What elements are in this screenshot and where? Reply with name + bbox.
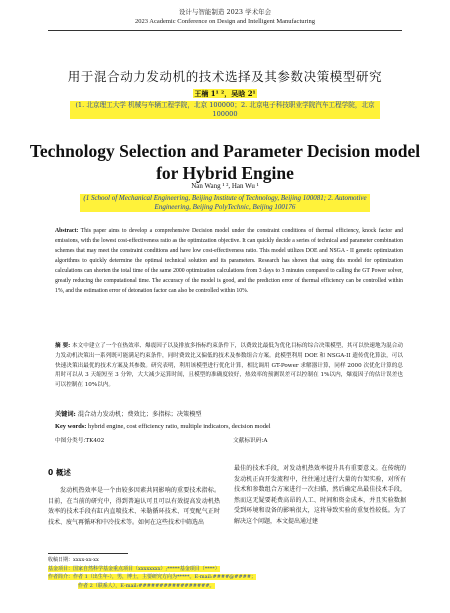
en-keywords-text: hybrid engine, cost efficiency ratio, multiple indicators, decision model (88, 423, 271, 430)
classification-row (55, 435, 403, 444)
en-title-line1: Technology Selection and Parameter Decision model (29, 141, 421, 161)
running-header (0, 8, 450, 26)
footnote-fund: 基金项目：国家自然科学基金重点项目（xxxxxxxx）;*****基金项目（****） (48, 565, 220, 572)
cn-keywords-label: 关键词: (55, 411, 76, 418)
cn-abstract-text: 本文中建立了一个在热效率、爆震因子以及排放多指标约束条件下，以费效比最低为优化目标的综合决策模型，其可以快速地为混合动力发动机决策出一系列既可能满足约束条件，同时费效比又偏低的技术及参数组合方案。此模型利用 DOE 和 NSGA-II 遗传优化算法，可以快速决策出最优的技术方案及其参数。研究表明，利用该模型进行优化计算，相比调用 GT-Power 求解器计算，同样 2000 次优化计算的总用时可以从 3 天缩短至 3 分钟，大大减少运算时间，且模型的准确度较好，热效率的预测误差可以控制在 1%以内，爆震因子的估计误差也可以控制在 10%以内。 (55, 343, 403, 389)
footnotes (48, 556, 408, 590)
running-header-en: 2023 Academic Conference on Design and Intelligent Manufacturing (135, 18, 315, 25)
footnote-author2: 作者 2（联系人），E-mail:#################。 (78, 582, 215, 589)
doc-code-label: 文献标识码: (233, 438, 264, 444)
body-right-column: 最佳的技术手段，对发动机热效率提升具有重要意义。在传统的发动机正向开发流程中，往往通过进行大量的台架实验，对所有技术和参数组合方案进行一次扫描，然后确定出最佳技术手段，然而这无疑要耗费高昂的人工、时间和资金成本，并且实验数据受到环境和设备的影响很大，这将导致实验的重复性较低。为了解决这个问题，本文提出通过建 (234, 465, 406, 525)
en-title (0, 140, 450, 184)
clc-value: TK402 (85, 438, 105, 444)
doc-code-value: A (263, 438, 268, 444)
cn-abstract (55, 342, 403, 391)
en-abstract-text: This paper aims to develop a comprehensive Decision model under the constraint conditions of thermal efficiency, knock factor and emissions, with the lowest cost-effectiveness ratio as the optimization objective. It can quickly decide a series of technical and parameter combination schemes that may meet the constraint conditions and have low cost-effectiveness ratio. This model utilizes DOE and NSGA - II genetic optimization algorithms to quickly determine the optimal technical solution and its parameters. Research has shown that using this model for optimization calculations can shorten the total time of the same 2000 optimization calculations from 3 days to 3 minutes compared to calling the GT Power solver, greatly reducing the computational time. The accuracy of the model is good, and the prediction error of thermal efficiency can be controlled within 1%, and the estimation error of detonation factor can also be controlled within 10%. (55, 228, 403, 294)
header-divider (48, 30, 402, 31)
clc-label: 中图分类号: (55, 438, 86, 444)
doc-code (233, 435, 267, 444)
section-heading: 0 概述 (48, 468, 71, 477)
en-keywords (55, 423, 403, 430)
en-keywords-label: Key words: (55, 423, 87, 430)
cn-title: 用于混合动力发动机的技术选择及其参数决策模型研究 (67, 69, 383, 84)
cn-affiliation: (1. 北京理工大学 机械与车辆工程学院，北京 100000；2. 北京电子科技职业学院汽车工程学院，北京 100000 (70, 101, 380, 119)
cn-abstract-label: 摘 要: (55, 343, 71, 349)
body-left-column: 发动机热效率是一个由较多因素共同影响的重要技术指标。目前，在当前的研究中，得到普遍认可且可以有效提高发动机热效率的技术手段有缸内直喷技术、米勒循环技术、可变配气正时技术、废气再循环和中冷技术等。如何在这些技术中筛选出 (48, 487, 220, 526)
cn-authors (0, 89, 450, 99)
footnote-divider (48, 553, 128, 554)
footnote-author1: 作者简介：作者 1（出生年-），男，博士，主要研究方向为*****。E-mail:####@####； (48, 574, 257, 581)
footnote-received: 收稿日期：xxxx-xx-xx (48, 557, 99, 563)
cn-authors-text: 王楠 1¹ ²，吴晗 2¹ (194, 89, 256, 98)
en-abstract (55, 226, 403, 296)
cn-keywords (55, 409, 403, 418)
en-authors: Nan Wang ¹ ², Han Wu ¹ (191, 182, 259, 190)
en-title-line2: for Hybrid Engine (156, 163, 294, 183)
cn-keywords-text: 混合动力发动机；费效比；多指标；决策模型 (77, 411, 202, 418)
running-header-cn: 设计与智能制造 2023 学术年会 (178, 8, 272, 16)
en-abstract-label: Abstract: (55, 228, 79, 234)
en-affiliation: (1 School of Mechanical Engineering, Beijing Institute of Technology, Beijing 100081; 2. Automotive Engineering, Beijing PolyTechnic, Beijing 100176 (80, 194, 370, 212)
